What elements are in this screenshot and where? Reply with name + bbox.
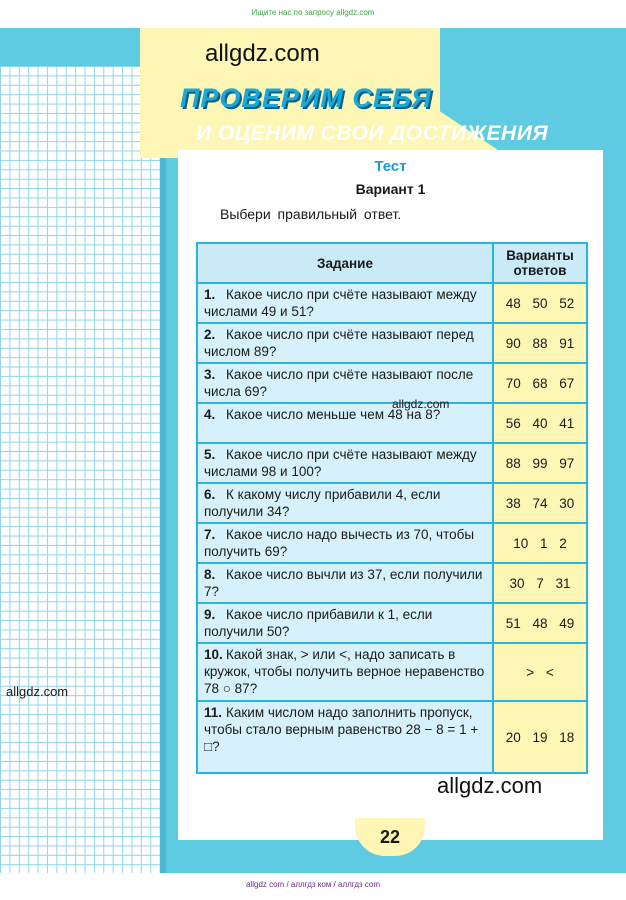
answers-cell: 51 48 49 xyxy=(493,603,587,643)
task-text: Какое число при счёте называют между числами 49 и 51? xyxy=(204,287,477,319)
task-cell xyxy=(197,323,493,363)
task-cell xyxy=(197,443,493,483)
watermark-small: allgdz.com xyxy=(392,397,450,411)
header-task: Задание xyxy=(197,243,493,283)
task-cell xyxy=(197,523,493,563)
variant-label: Вариант 1 xyxy=(355,181,426,197)
task-cell xyxy=(197,563,493,603)
task-number: 2. xyxy=(204,327,216,342)
header-answers: Варианты ответов xyxy=(493,243,587,283)
task-number: 3. xyxy=(204,367,216,382)
task-cell xyxy=(197,603,493,643)
task-text: Какой знак, > или <, надо записать в кружок, чтобы получить верное неравенство 78 ○ 87? xyxy=(204,647,485,696)
top-note: Ищите нас по запросу allgdz.com xyxy=(251,8,375,17)
task-text: Каким числом надо заполнить пропуск, чтобы стало верным равенство 28 − 8 = 1 + □? xyxy=(204,705,479,754)
task-number: 8. xyxy=(204,567,216,582)
test-table xyxy=(196,242,588,774)
task-number: 9. xyxy=(204,607,216,622)
task-text: К какому числу прибавили 4, если получили 34? xyxy=(204,487,441,519)
answers-cell: 20 19 18 xyxy=(493,701,587,773)
task-cell xyxy=(197,701,493,773)
grid-paper xyxy=(0,66,160,873)
instruction: Выбери правильный ответ. xyxy=(220,206,402,222)
task-number: 10. xyxy=(204,647,223,662)
answers-cell: 38 74 30 xyxy=(493,483,587,523)
task-text: Какое число надо вычесть из 70, чтобы получить 69? xyxy=(204,527,475,559)
task-text: Какое число прибавили к 1, если получили 50? xyxy=(204,607,433,639)
task-number: 11. xyxy=(204,705,223,720)
task-number: 1. xyxy=(204,287,216,302)
table-row xyxy=(197,523,587,563)
table-row xyxy=(197,443,587,483)
table-row xyxy=(197,643,587,701)
answers-cell: 56 40 41 xyxy=(493,403,587,443)
bottom-note: allgdz com / аллгдз ком / аллгдз com xyxy=(245,880,381,889)
watermark-small: allgdz.com xyxy=(6,684,69,699)
answers-cell: 48 50 52 xyxy=(493,283,587,323)
table-row xyxy=(197,603,587,643)
task-text: Какое число вычли из 37, если получили 7? xyxy=(204,567,483,599)
table-row xyxy=(197,701,587,773)
page-number: 22 xyxy=(355,818,425,856)
test-card xyxy=(178,150,603,840)
table-row xyxy=(197,483,587,523)
task-number: 5. xyxy=(204,447,216,462)
task-cell xyxy=(197,643,493,701)
task-cell xyxy=(197,283,493,323)
watermark: allgdz.com xyxy=(205,40,320,67)
grid-edge xyxy=(160,66,166,873)
task-text: Какое число при счёте называют между числами 98 и 100? xyxy=(204,447,477,479)
task-cell xyxy=(197,483,493,523)
banner-title: ПРОВЕРИМ СЕБЯ xyxy=(180,83,432,113)
answers-cell: 10 1 2 xyxy=(493,523,587,563)
answers-cell: 88 99 97 xyxy=(493,443,587,483)
task-text: Какое число меньше чем 48 на 8? xyxy=(226,407,441,422)
page xyxy=(0,28,626,873)
task-text: Какое число при счёте называют после числа 69? xyxy=(204,367,474,399)
banner-subtitle: И ОЦЕНИМ СВОИ ДОСТИЖЕНИЯ xyxy=(196,122,549,145)
task-number: 4. xyxy=(204,407,216,422)
table-row xyxy=(197,323,587,363)
answers-cell: 30 7 31 xyxy=(493,563,587,603)
task-number: 7. xyxy=(204,527,216,542)
test-title: Тест xyxy=(374,158,407,175)
answers-cell: 90 88 91 xyxy=(493,323,587,363)
table-row xyxy=(197,283,587,323)
watermark: allgdz.com xyxy=(437,773,543,798)
answers-cell: > < xyxy=(493,643,587,701)
table-row xyxy=(197,563,587,603)
task-number: 6. xyxy=(204,487,216,502)
answers-cell: 70 68 67 xyxy=(493,363,587,403)
task-text: Какое число при счёте называют перед числом 89? xyxy=(204,327,474,359)
